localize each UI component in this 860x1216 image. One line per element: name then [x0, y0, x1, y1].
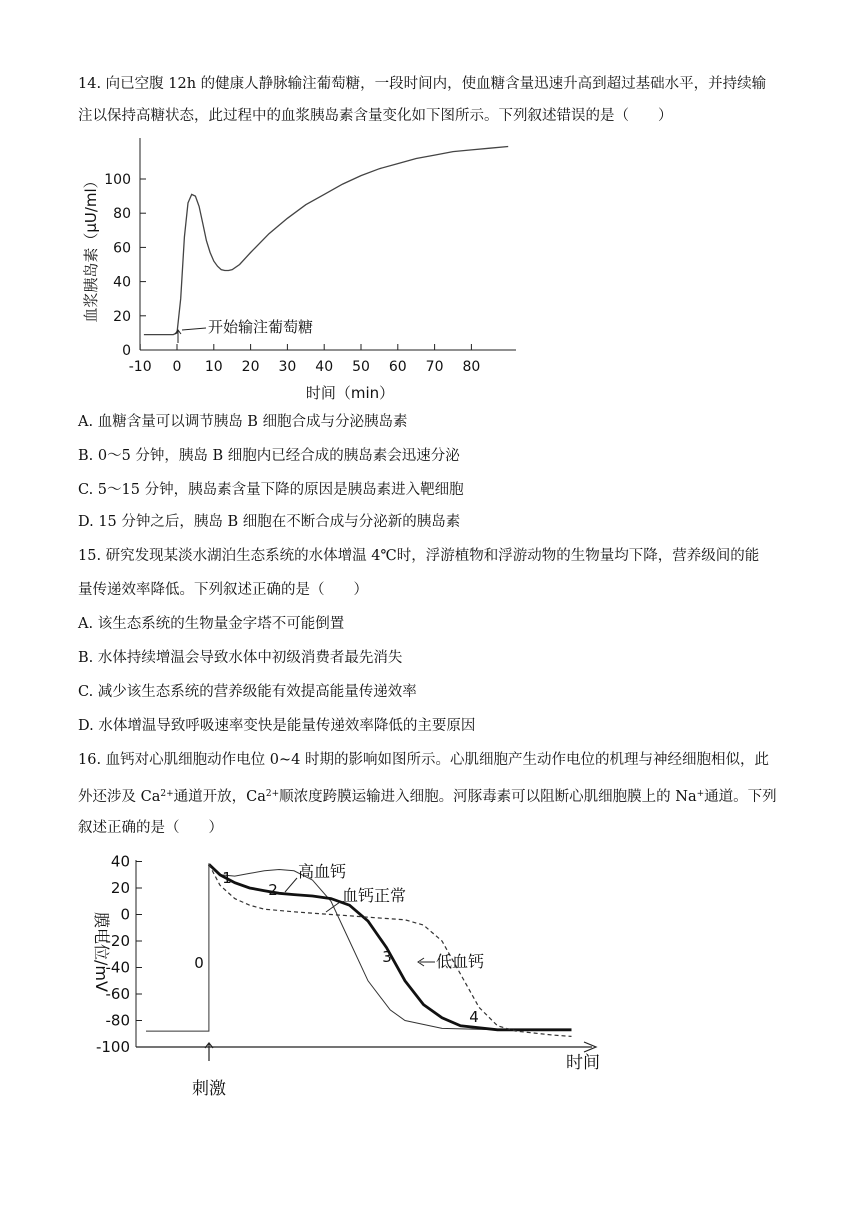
insulin-ytick-label: 0 [122, 343, 131, 359]
insulin-xtick-label: 10 [204, 359, 223, 375]
insulin-ylabel: 血浆胰岛素（μU/ml） [82, 173, 100, 323]
action-potential-chart [0, 850, 860, 1110]
phase-label-1: 1 [222, 869, 232, 887]
q16-stem-line3: 叙述正确的是（ ） [78, 820, 223, 836]
ap-ytick-label: 0 [120, 905, 130, 924]
q15-option-a: A. 该生态系统的生物量金字塔不可能倒置 [78, 616, 345, 632]
insulin-xtick-label: 70 [425, 359, 444, 375]
insulin-series-line [144, 147, 508, 335]
phase-label-0: 0 [194, 954, 204, 972]
q16-stem-line2: 外还涉及 $Ca^{2+}$通道开放，$Ca^{2+}$顺浓度跨膜运输进入细胞。河豚毒素可以阻断心肌细胞膜上的 Na+通道。下列 [78, 789, 777, 805]
insulin-ytick-label: 60 [113, 240, 131, 257]
ap-ytick-label: -100 [95, 1038, 130, 1056]
insulin-ytick-label: 100 [104, 172, 131, 188]
q15-stem-line1: 15. 研究发现某淡水湖泊生态系统的水体增温 4℃时，浮游植物和浮游动物的生物量均下降，营养级间的能 [78, 548, 760, 564]
ap-ylabel: 膜电位/mV [92, 912, 111, 992]
ap-ytick-label: 20 [110, 879, 130, 897]
ap-ytick-label: 40 [110, 852, 130, 871]
insulin-xtick-label: 40 [315, 359, 334, 375]
q14-stem-line1: 14. 向已空腹 12h 的健康人静脉输注葡萄糖，一段时间内，使血糖含量迅速升高到超过基础水平，并持续输 [78, 76, 767, 92]
ap-xlabel: 时间 [566, 1053, 600, 1073]
ap-ytick-label: -20 [105, 932, 130, 950]
insulin-xlabel: 时间（min） [305, 384, 395, 400]
ap-annotation: 刺激 [192, 1079, 226, 1099]
q14-option-a: A. 血糖含量可以调节胰岛 B 细胞合成与分泌胰岛素 [78, 414, 408, 430]
insulin-xtick-label: 50 [352, 359, 370, 375]
insulin-ytick-label: 80 [113, 206, 131, 223]
insulin-xtick-label: 30 [278, 359, 297, 375]
q14-option-b: B. 0～5 分钟，胰岛 B 细胞内已经合成的胰岛素会迅速分泌 [78, 448, 460, 464]
ap-ytick-label: -40 [105, 958, 130, 977]
q15-stem-line2: 量传递效率降低。下列叙述正确的是（ ） [78, 582, 368, 598]
phase-label-3: 3 [382, 948, 392, 966]
insulin-ytick-label: 40 [113, 274, 131, 291]
insulin-xtick-label: 60 [388, 359, 407, 375]
ap-ytick-label: -60 [105, 985, 130, 1003]
legend-high-calcium: 高血钙 [298, 862, 347, 881]
q14-option-d: D. 15 分钟之后，胰岛 B 细胞在不断合成与分泌新的胰岛素 [78, 514, 461, 530]
insulin-xtick-label: 80 [462, 359, 481, 375]
ap-ytick-label: -80 [105, 1011, 130, 1030]
insulin-xtick-label: 20 [241, 359, 260, 375]
q15-option-c: C. 减少该生态系统的营养级能有效提高能量传递效率 [78, 684, 417, 700]
q15-option-d: D. 水体增温导致呼吸速率变快是能量传递效率降低的主要原因 [78, 718, 476, 734]
insulin-chart [0, 130, 860, 400]
insulin-ytick-label: 20 [113, 308, 131, 325]
phase-label-4: 4 [469, 1008, 479, 1026]
insulin-xtick-label: -10 [128, 359, 152, 375]
legend-low-calcium: 低血钙 [436, 952, 485, 971]
insulin-xtick-label: 0 [172, 359, 182, 375]
phase-label-2: 2 [268, 881, 278, 899]
q14-stem-line2: 注以保持高糖状态，此过程中的血浆胰岛素含量变化如下图所示。下列叙述错误的是（ ） [78, 108, 673, 124]
q15-option-b: B. 水体持续增温会导致水体中初级消费者最先消失 [78, 650, 403, 666]
insulin-annotation: 开始输注葡萄糖 [208, 318, 314, 336]
q14-option-c: C. 5～15 分钟，胰岛素含量下降的原因是胰岛素进入靶细胞 [78, 482, 464, 498]
legend-normal-calcium: 血钙正常 [342, 886, 407, 905]
q16-stem-line1: 16. 血钙对心肌细胞动作电位 0~4 时期的影响如图所示。心肌细胞产生动作电位的机理与神经细胞相似，此 [78, 752, 769, 768]
